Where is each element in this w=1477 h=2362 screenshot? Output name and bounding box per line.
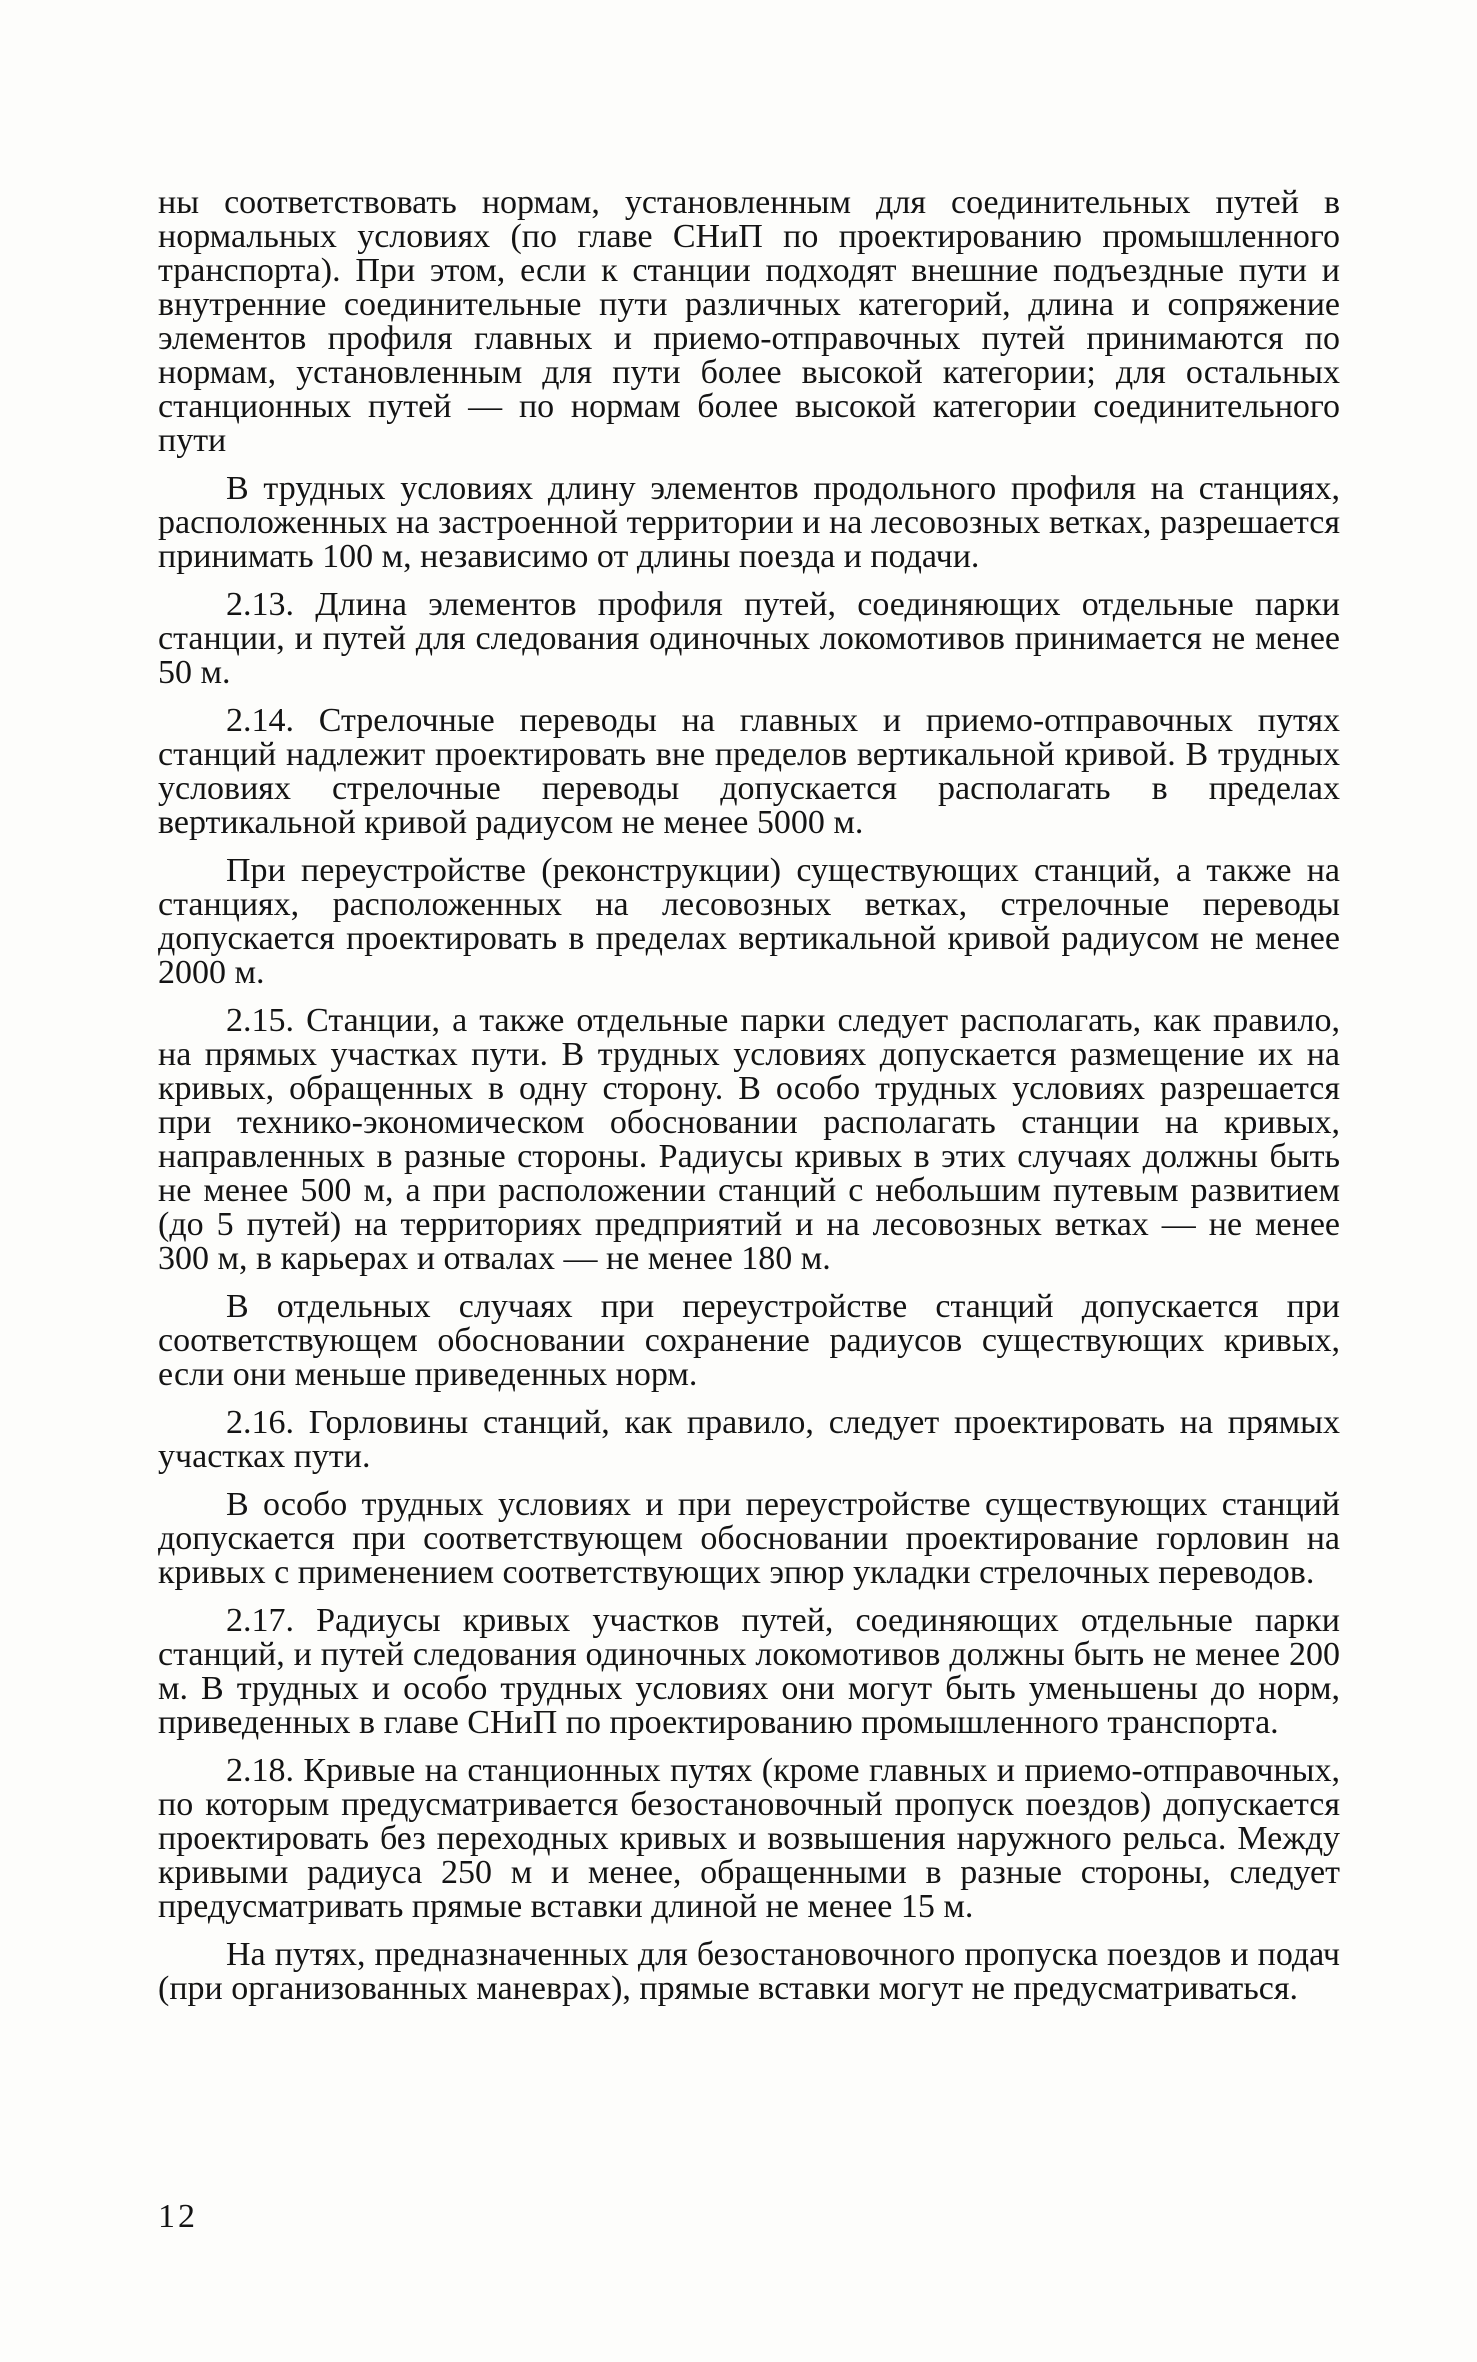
clause-2-16: 2.16. Горловины станций, как правило, следует проектировать на прямых участках пути. xyxy=(158,1404,1340,1475)
paragraph-reconstruction-switches: При переустройстве (реконструкции) существующих станций, а также на станциях, расположенных на лесовозных ветках, стрелочные переводы допускается проектировать в пределах вертикальной кривой радиусом не менее 2000 м. xyxy=(158,852,1340,991)
paragraph-nonstop-tracks: На путях, предназначенных для безостановочного пропуска поездов и подач (при организованных маневрах), прямые вставки могут не предусматриваться. xyxy=(158,1936,1340,2007)
clause-2-14: 2.14. Стрелочные переводы на главных и приемо-отправочных путях станций надлежит проектировать вне пределов вертикальной кривой. В трудных условиях стрелочные переводы допускается располагать в пределах вертикальной кривой радиусом не менее 5000 м. xyxy=(158,702,1340,841)
paragraph-throat-curves: В особо трудных условиях и при переустройстве существующих станций допускается при соответствующем обосновании проектирование горловин на кривых с применением соответствующих эпюр укладки стрелочных переводов. xyxy=(158,1486,1340,1591)
body-text xyxy=(158,186,1340,2020)
clause-2-13: 2.13. Длина элементов профиля путей, соединяющих отдельные парки станции, и путей для следования одиночных локомотивов принимается не менее 50 м. xyxy=(158,586,1340,691)
clause-2-17: 2.17. Радиусы кривых участков путей, соединяющих отдельные парки станций, и путей следования одиночных локомотивов должны быть не менее 200 м. В трудных и особо трудных условиях они могут быть уменьшены до норм, приведенных в главе СНиП по проектированию промышленного транспорта. xyxy=(158,1602,1340,1741)
clause-2-18: 2.18. Кривые на станционных путях (кроме главных и приемо-отправочных, по которым предусматривается безостановочный пропуск поездов) допускается проектировать без переходных кривых и возвышения наружного рельса. Между кривыми радиуса 250 м и менее, обращенными в разные стороны, следует предусматривать прямые вставки длиной не менее 15 м. xyxy=(158,1752,1340,1925)
paragraph-difficult-conditions: В трудных условиях длину элементов продольного профиля на станциях, расположенных на застроенной территории и на лесовозных ветках, разрешается принимать 100 м, независимо от длины поезда и подачи. xyxy=(158,470,1340,575)
paragraph-existing-radii: В отдельных случаях при переустройстве станций допускается при соответствующем обосновании сохранение радиусов существующих кривых, если они меньше приведенных норм. xyxy=(158,1288,1340,1393)
page-number: 12 xyxy=(158,2198,198,2235)
clause-2-15: 2.15. Станции, а также отдельные парки следует располагать, как правило, на прямых участках пути. В трудных условиях допускается размещение их на кривых, обращенных в одну сторону. В особо трудных условиях разрешается при технико-экономическом обосновании располагать станции на кривых, направленных в разные стороны. Радиусы кривых в этих случаях должны быть не менее 500 м, а при расположении станций с небольшим путевым развитием (до 5 путей) на территориях предприятий и на лесовозных ветках — не менее 300 м, в карьерах и отвалах — не менее 180 м. xyxy=(158,1002,1340,1277)
paragraph-continuation: ны соответствовать нормам, установленным для соединительных путей в нормальных условиях (по главе СНиП по проектированию промышленного транспорта). При этом, если к станции подходят внешние подъездные пути и внутренние соединительные пути различных категорий, длина и сопряжение элементов профиля главных и приемо-отправочных путей принимаются по нормам, установленным для пути более высокой категории; для остальных станционных путей — по нормам более высокой категории соединительного пути xyxy=(158,184,1340,459)
